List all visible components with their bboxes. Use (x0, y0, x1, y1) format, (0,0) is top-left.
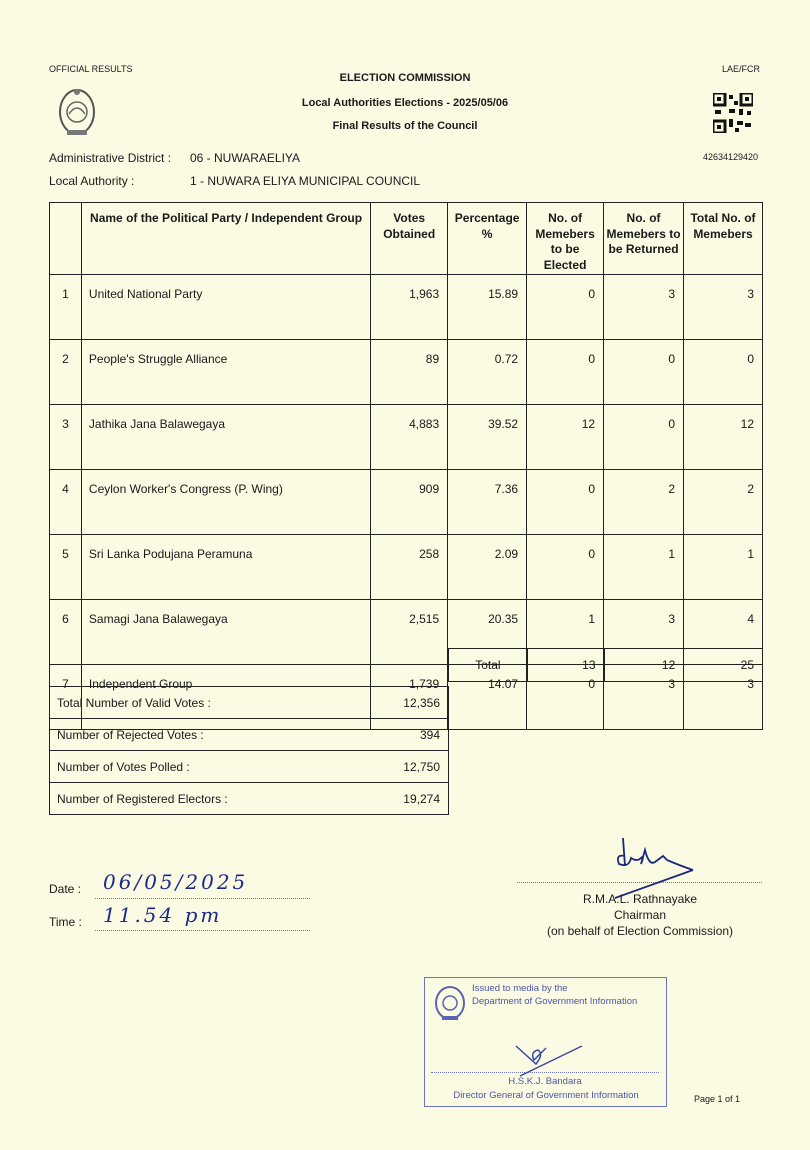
party-name: Sri Lanka Podujana Peramuna (81, 535, 370, 600)
total-cell: 3 (684, 665, 763, 730)
summary-label: Number of Registered Electors : (50, 783, 349, 815)
total-cell: 12 (684, 405, 763, 470)
percentage-cell: 15.89 (448, 275, 527, 340)
returned-cell: 0 (604, 405, 684, 470)
elected-cell: 0 (527, 470, 604, 535)
col-header-index (50, 203, 82, 275)
row-number: 5 (50, 535, 82, 600)
summary-row (50, 783, 449, 815)
totals-elected: 13 (527, 649, 604, 682)
elected-cell: 1 (527, 600, 604, 665)
summary-value: 12,750 (349, 751, 449, 783)
party-name: Jathika Jana Balawegaya (81, 405, 370, 470)
signatory-title: Chairman (613, 908, 667, 922)
table-row (50, 470, 763, 535)
votes-cell: 1,963 (371, 275, 448, 340)
col-header-total: Total No. of Memebers (684, 203, 763, 275)
signatory-name: R.M.A.L. Rathnayake (582, 892, 698, 906)
elected-cell: 0 (527, 340, 604, 405)
qr-code-icon (713, 93, 753, 133)
returned-cell: 1 (604, 535, 684, 600)
government-information-stamp (424, 977, 667, 1107)
total-cell: 1 (684, 535, 763, 600)
results-subtitle: Final Results of the Council (332, 120, 478, 132)
stamp-emblem-icon (433, 984, 467, 1022)
totals-returned: 12 (604, 649, 684, 682)
total-cell: 0 (684, 340, 763, 405)
authority-label: Local Authority : (49, 174, 135, 188)
row-number: 3 (50, 405, 82, 470)
returned-cell: 2 (604, 470, 684, 535)
stamp-issued-text: Issued to media by the (472, 983, 568, 994)
totals-label: Total (449, 649, 528, 682)
row-number: 7 (50, 665, 82, 730)
col-header-votes: Votes Obtained (371, 203, 448, 275)
col-header-elected: No. of Memebers to be Elected (527, 203, 604, 275)
commission-title: ELECTION COMMISSION (339, 72, 471, 84)
col-header-percentage: Percentage % (448, 203, 527, 275)
reference-code: LAE/FCR (722, 64, 761, 74)
summary-row (50, 719, 449, 751)
votes-cell: 1,739 (371, 665, 448, 730)
authority-value: 1 - NUWARA ELIYA MUNICIPAL COUNCIL (190, 174, 421, 188)
page-number: Page 1 of 1 (694, 1094, 741, 1104)
vote-summary-table (49, 686, 449, 815)
returned-cell: 3 (604, 600, 684, 665)
votes-cell: 909 (371, 470, 448, 535)
summary-label: Number of Votes Polled : (50, 751, 349, 783)
election-title: Local Authorities Elections - 2025/05/06 (301, 97, 509, 109)
time-label: Time : (49, 915, 82, 929)
row-number: 6 (50, 600, 82, 665)
row-number: 2 (50, 340, 82, 405)
table-header-row (50, 203, 763, 275)
votes-cell: 4,883 (371, 405, 448, 470)
table-row (50, 275, 763, 340)
summary-label: Number of Rejected Votes : (50, 719, 349, 751)
table-row (50, 340, 763, 405)
totals-table (448, 648, 763, 682)
returned-cell: 3 (604, 275, 684, 340)
elected-cell: 12 (527, 405, 604, 470)
percentage-cell: 14.07 (448, 665, 527, 730)
votes-cell: 2,515 (371, 600, 448, 665)
summary-value: 394 (349, 719, 449, 751)
percentage-cell: 2.09 (448, 535, 527, 600)
returned-cell: 0 (604, 340, 684, 405)
percentage-cell: 0.72 (448, 340, 527, 405)
date-line (95, 898, 310, 899)
party-name: United National Party (81, 275, 370, 340)
time-line (95, 930, 310, 931)
party-name: Independent Group (81, 665, 370, 730)
district-value: 06 - NUWARAELIYA (190, 151, 301, 165)
stamp-department-text: Department of Government Information (472, 996, 638, 1007)
percentage-cell: 39.52 (448, 405, 527, 470)
handwritten-date: 06/05/2025 (103, 870, 249, 894)
summary-value: 19,274 (349, 783, 449, 815)
table-row (50, 535, 763, 600)
elected-cell: 0 (527, 665, 604, 730)
official-results-label: OFFICIAL RESULTS (49, 64, 133, 74)
votes-cell: 89 (371, 340, 448, 405)
summary-label: Total Number of Valid Votes : (50, 687, 349, 719)
summary-value: 12,356 (349, 687, 449, 719)
col-header-returned: No. of Memebers to be Returned (604, 203, 684, 275)
party-name: Samagi Jana Balawegaya (81, 600, 370, 665)
district-label: Administrative District : (49, 151, 172, 165)
date-label: Date : (49, 882, 82, 896)
total-cell: 2 (684, 470, 763, 535)
total-cell: 3 (684, 275, 763, 340)
row-number: 1 (50, 275, 82, 340)
summary-row (50, 687, 449, 719)
stamp-director-name: H.S.K.J. Bandara (508, 1076, 582, 1087)
stamp-director-title: Director General of Government Information (453, 1090, 639, 1101)
total-cell: 4 (684, 600, 763, 665)
col-header-party: Name of the Political Party / Independent Group (81, 203, 370, 275)
totals-row (449, 649, 763, 682)
signatory-note: (on behalf of Election Commission) (546, 924, 734, 938)
percentage-cell: 20.35 (448, 600, 527, 665)
director-signature-icon (510, 1040, 590, 1080)
totals-total: 25 (684, 649, 763, 682)
document-number: 42634129420 (703, 152, 759, 162)
elected-cell: 0 (527, 535, 604, 600)
handwritten-time: 11.54 pm (103, 903, 223, 927)
party-name: Ceylon Worker's Congress (P. Wing) (81, 470, 370, 535)
elected-cell: 0 (527, 275, 604, 340)
returned-cell: 3 (604, 665, 684, 730)
table-row (50, 405, 763, 470)
summary-row (50, 751, 449, 783)
percentage-cell: 7.36 (448, 470, 527, 535)
national-emblem-icon (57, 86, 97, 138)
party-name: People's Struggle Alliance (81, 340, 370, 405)
votes-cell: 258 (371, 535, 448, 600)
row-number: 4 (50, 470, 82, 535)
